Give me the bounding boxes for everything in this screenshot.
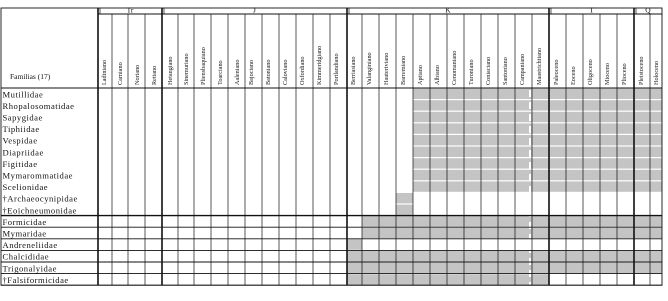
range-bar — [396, 193, 413, 203]
stage-label: Bajociano — [248, 59, 255, 85]
period-label: K — [445, 5, 451, 15]
stage-label: Turoniano — [468, 59, 475, 85]
period-label: T — [589, 5, 594, 15]
stage-label: Santoniano — [502, 57, 509, 85]
stage-label: Maastrichtiano — [536, 47, 543, 85]
range-bar — [347, 274, 549, 284]
stage-label: Ladiniano — [101, 59, 108, 85]
family-name: Mutillidae — [2, 89, 44, 100]
range-bar — [413, 135, 662, 145]
period-label: J — [253, 5, 256, 15]
stage-label: Coniaciano — [485, 56, 492, 85]
range-bar — [413, 89, 662, 99]
stage-label: Kimmeridgiano — [316, 45, 323, 85]
family-name: Formicidae — [2, 216, 47, 227]
stage-label: Albiano — [434, 65, 441, 85]
stage-label: Toarciano — [217, 60, 224, 85]
stage-label: Aptiano — [417, 65, 424, 85]
stage-label: Oxfordiano — [299, 56, 306, 85]
family-name: Tiphiidae — [2, 124, 40, 135]
stage-label: Aaleniano — [234, 59, 241, 85]
family-name: Trigonalyidae — [2, 263, 57, 274]
stage-label: Plioceno — [621, 63, 628, 85]
range-bar — [413, 147, 662, 157]
family-name: Mymarommatidae — [2, 170, 73, 181]
range-bar — [413, 100, 662, 110]
family-name: Diapriidae — [2, 147, 44, 158]
range-bars — [347, 89, 662, 285]
stage-label: Campaniano — [519, 53, 526, 85]
family-name: Scelionidae — [2, 182, 49, 193]
period-label: Q — [645, 5, 651, 15]
range-bar — [413, 123, 662, 133]
period-label: Tr — [126, 5, 134, 15]
stage-label: Pleistoceno — [638, 56, 645, 85]
family-name: Vespidae — [2, 135, 38, 146]
stage-label: Noriano — [134, 64, 141, 85]
stage-label: Portlandiano — [333, 53, 340, 85]
stage-label: Retiano — [151, 65, 158, 85]
range-bar — [347, 239, 362, 249]
stage-label: Hetangiano — [167, 56, 174, 85]
range-bar — [347, 263, 662, 273]
family-name: Figitidae — [2, 158, 38, 169]
stage-label: Mioceno — [604, 63, 611, 85]
stage-label: Paleoceno — [553, 59, 560, 85]
range-bar — [413, 158, 662, 168]
stage-label: Hauteriviano — [383, 52, 390, 85]
stage-label: Carniano — [117, 62, 124, 85]
range-bar — [413, 170, 662, 180]
range-bar — [347, 251, 662, 261]
family-name: Chalcididae — [2, 251, 50, 262]
range-bar — [396, 205, 413, 215]
stage-label: Berriasiano — [350, 56, 357, 85]
family-name: †Archaeocynipidae — [2, 193, 78, 204]
family-name: Andreneliidae — [2, 240, 58, 251]
family-name: †Eoichneumonidae — [2, 205, 77, 216]
family-name: Sapygidae — [2, 112, 43, 123]
families-header: Familias (17) — [10, 72, 51, 81]
stage-label: Batoniano — [265, 59, 272, 85]
stage-label: Caloviano — [282, 59, 289, 85]
range-bar — [413, 181, 662, 191]
stage-label: Barremiano — [400, 55, 407, 85]
family-name: †Falsiformicidae — [2, 274, 69, 285]
stage-label: Valanginiano — [366, 52, 373, 85]
family-name: Mymaridae — [2, 228, 47, 239]
stage-label: Eoceno — [570, 66, 577, 85]
stage-label: Cenomaniano — [451, 50, 458, 85]
stage-label: Oligoceno — [587, 59, 594, 85]
family-name: Rhopalosomatidae — [2, 100, 75, 111]
range-bar — [413, 112, 662, 122]
stage-label: Sinemuriano — [183, 53, 190, 85]
stage-label: Pliensbaquiano — [200, 47, 207, 85]
stage-label: Holoceno — [653, 60, 660, 85]
